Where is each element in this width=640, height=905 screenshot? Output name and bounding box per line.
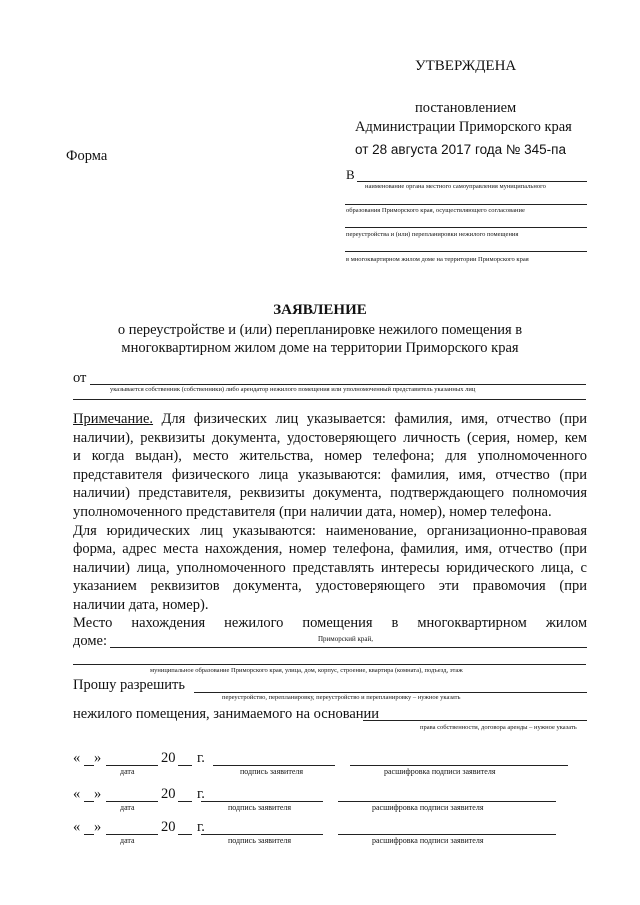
location-line-1: Место нахождения нежилого помещения в многоквартирном жилом (73, 615, 587, 631)
location-region-hint: Приморский край, (318, 635, 373, 643)
day-field[interactable] (84, 801, 94, 802)
signature-field[interactable] (213, 765, 335, 766)
date-hint: дата (120, 767, 135, 776)
note-line-2: наличии), реквизиты документа, удостоверяющего личность (серия, номер, кем (73, 429, 587, 446)
signature-decode-hint: расшифровка подписи заявителя (372, 836, 484, 845)
year-prefix: 20 (161, 750, 176, 766)
year-field[interactable] (178, 765, 192, 766)
document-subtitle-2: многоквартирном жилом доме на территории Приморского края (121, 340, 519, 356)
addressee-line-4[interactable] (345, 251, 587, 252)
applicant-hint: указывается собственник (собственники) либо арендатор нежилого помещения или уполномоченный представитель указанных лиц (110, 386, 476, 393)
location-input-line[interactable] (110, 647, 587, 648)
location-line-2: доме: (73, 633, 107, 649)
month-field[interactable] (106, 834, 158, 835)
addressee-line-2[interactable] (345, 204, 587, 205)
year-suffix: г. (197, 750, 205, 766)
date-quote-open: « (73, 750, 81, 766)
from-prefix: от (73, 370, 87, 386)
note-line-1: Примечание. Для физических лиц указывается: фамилия, имя, отчество (при (73, 411, 587, 427)
month-field[interactable] (106, 765, 158, 766)
note-line-7: Для юридических лиц указываются: наименование, организационно-правовая (73, 522, 587, 539)
year-field[interactable] (178, 801, 192, 802)
note-line-3: и когда выдан), место жительства, номер телефона; для уполномоченного (73, 448, 587, 465)
resolution-line: постановлением (415, 100, 517, 116)
year-suffix: г. (197, 786, 205, 802)
signature-decode-field[interactable] (338, 834, 556, 835)
date-quote-close: » (94, 750, 102, 766)
note-line-5: наличии) представителя, реквизиты документа, подтверждающего полномочия (73, 485, 587, 502)
basis-input-line[interactable] (363, 720, 587, 721)
date-quote-open: « (73, 786, 81, 802)
note-line-6: уполномоченного представителя (при наличии дата, номер), номер телефона. (73, 503, 552, 520)
basis-hint: права собственности, договора аренды – нужное указать (420, 724, 577, 731)
signature-field[interactable] (201, 834, 323, 835)
request-label: Прошу разрешить (73, 677, 185, 693)
applicant-line[interactable] (90, 384, 586, 385)
address-line[interactable] (73, 664, 586, 665)
request-input-line[interactable] (194, 692, 587, 693)
note-line-4: представителя физического лица указываются: фамилия, имя, отчество (при (73, 466, 587, 483)
date-hint: дата (120, 803, 135, 812)
day-field[interactable] (84, 765, 94, 766)
year-suffix: г. (197, 819, 205, 835)
signature-field[interactable] (201, 801, 323, 802)
form-label: Форма (66, 148, 108, 164)
note-line-8: форма, адрес места нахождения, номер телефона, фамилия, имя, отчество (при (73, 541, 587, 558)
addressee-line-1[interactable] (357, 181, 587, 182)
addressee-hint-3: переустройства и (или) перепланировки нежилого помещения (346, 231, 519, 238)
addressee-hint-4: в многоквартирном жилом доме на территории Приморского края (346, 256, 529, 263)
address-hint: муниципальное образование Приморского края, улица, дом, корпус, строение, квартира (комната), подъезд, этаж (150, 667, 463, 674)
approved-title: УТВЕРЖДЕНА (415, 58, 517, 74)
signature-hint: подпись заявителя (228, 803, 292, 812)
note-line-11: наличии дата, номер). (73, 596, 209, 613)
note-line-10: указанием реквизитов документа, удостоверяющего эти правомочия (при (73, 578, 587, 595)
note-paragraph (73, 410, 587, 615)
addressee-hint-1: наименование органа местного самоуправления муниципального (365, 183, 546, 190)
year-field[interactable] (178, 834, 192, 835)
signature-hint: подпись заявителя (240, 767, 304, 776)
note-label: Примечание. (73, 411, 154, 427)
date-quote-close: » (94, 819, 102, 835)
addressee-line-3[interactable] (345, 227, 587, 228)
document-subtitle-1: о переустройстве и (или) перепланировке нежилого помещения в (117, 322, 523, 338)
addressee-hint-2: образования Приморского края, осуществляющего согласование (346, 207, 525, 214)
request-hint: переустройство, перепланировку, переустройство и перепланировку – нужное указать (222, 694, 461, 701)
administration-line: Администрации Приморского края (355, 119, 572, 135)
note-line-9: наличии) лица, уполномоченного представлять интересы юридического лица, с (73, 559, 587, 576)
date-hint: дата (120, 836, 135, 845)
date-quote-open: « (73, 819, 81, 835)
month-field[interactable] (106, 801, 158, 802)
signature-decode-hint: расшифровка подписи заявителя (372, 803, 484, 812)
signature-decode-field[interactable] (338, 801, 556, 802)
document-title: ЗАЯВЛЕНИЕ (273, 302, 367, 318)
basis-label: нежилого помещения, занимаемого на основании (73, 706, 380, 722)
signature-decode-hint: расшифровка подписи заявителя (384, 767, 496, 776)
signature-hint: подпись заявителя (228, 836, 292, 845)
year-prefix: 20 (161, 786, 176, 802)
applicant-line-2[interactable] (73, 399, 586, 400)
signature-decode-field[interactable] (350, 765, 568, 766)
day-field[interactable] (84, 834, 94, 835)
year-prefix: 20 (161, 819, 176, 835)
date-quote-close: » (94, 786, 102, 802)
addressee-prefix: В (346, 167, 355, 182)
resolution-date: от 28 августа 2017 года № 345-па (355, 142, 566, 157)
